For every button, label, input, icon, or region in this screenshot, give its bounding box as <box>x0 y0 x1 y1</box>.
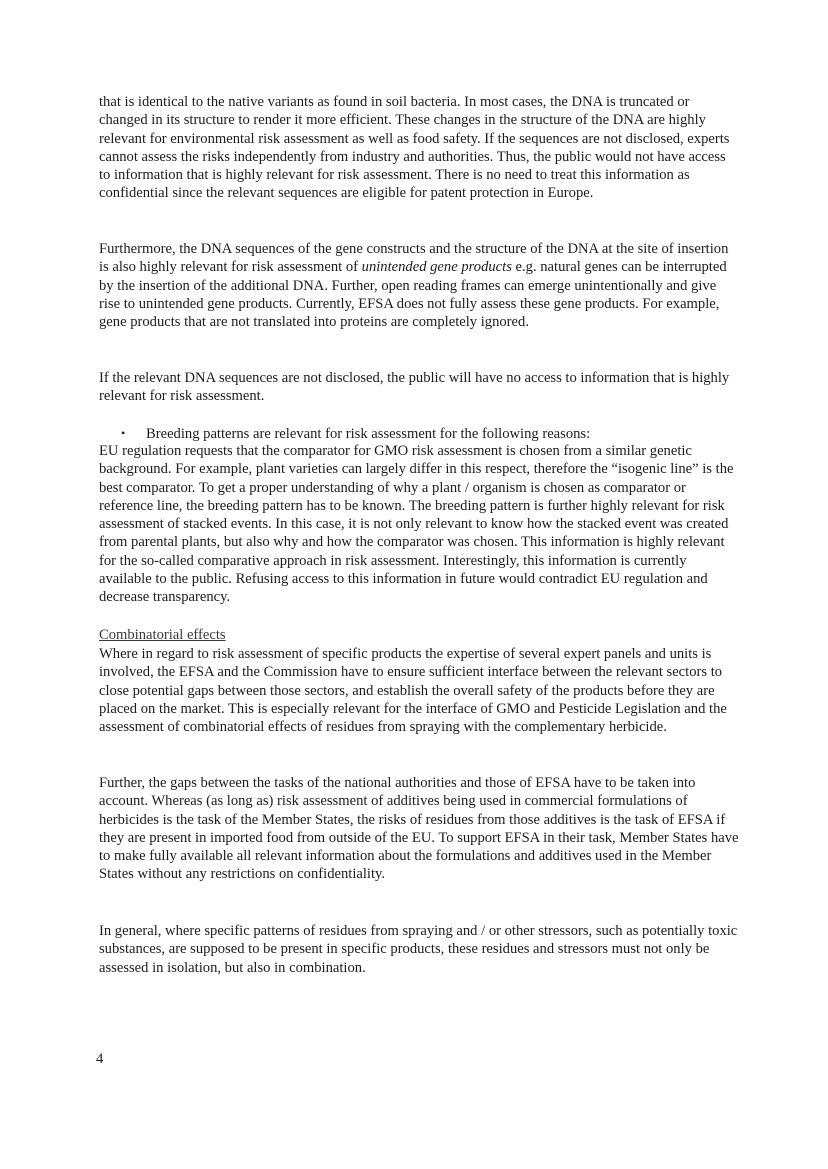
paragraph-text: Where in regard to risk assessment of specific products the expertise of several expert panels and units is involved, the EFSA and the Commission have to ensure sufficient interface between the relevant sectors to close potential gaps between those sectors, and establish the overall safety of the products before they are placed on the market. This is especially relevant for the interface of GMO and Pesticide Legislation and the assessment of combinatorial effects of residues from spraying with the complementary herbicide. <box>99 646 727 736</box>
emphasis-text: unintended gene products <box>361 259 512 276</box>
section-heading-combinatorial-effects: Combinatorial effects <box>99 627 226 643</box>
paragraph-dna-structure <box>99 93 739 203</box>
bullet-icon: • <box>121 426 126 440</box>
paragraph-unintended-gene-products <box>99 240 739 331</box>
paragraph-text-part: Furthermore, the DNA sequences of the gene constructs and the structure of the DNA at the site of insertion is also highly relevant for risk assessment of <box>99 241 729 276</box>
paragraph-expert-panels <box>99 645 739 736</box>
paragraph-dna-disclosure <box>99 369 739 406</box>
bullet-text: Breeding patterns are relevant for risk assessment for the following reasons: <box>146 426 591 442</box>
paragraph-text-part: e.g. natural genes can be interrupted by the insertion of the additional DNA. Further, open reading frames can emerge unintentionally and give rise to unintended gene products. Currently, EFSA does not fully assess these gene products. For example, gene products that are not translated into proteins are completely ignored. <box>99 259 727 331</box>
paragraph-text: In general, where specific patterns of residues from spraying and / or other stressors, such as potentially toxic substances, are supposed to be present in specific products, these residues and stressors must not only be assessed in isolation, but also in combination. <box>99 923 738 976</box>
paragraph-text <box>99 240 739 331</box>
paragraph-national-authorities <box>99 774 739 884</box>
page-number: 4 <box>96 1051 104 1067</box>
paragraph-text: EU regulation requests that the comparator for GMO risk assessment is chosen from a similar genetic background. For example, plant varieties can largely differ in this respect, therefore the “isogenic line” is the best comparator. To get a proper understanding of why a plant / organism is chosen as comparator or reference line, the breeding pattern has to be known. The breeding pattern is further highly relevant for risk assessment of stacked events. In this case, it is not only relevant to know how the stacked event was created from parental plants, but also why and how the comparator was chosen. This information is highly relevant for the so-called comparative approach in risk assessment. Interestingly, this information is currently available to the public. Refusing access to this information in future would contradict EU regulation and decrease transparency. <box>99 443 734 606</box>
paragraph-text: that is identical to the native variants as found in soil bacteria. In most cases, the DNA is truncated or changed in its structure to render it more efficient. These changes in the structure of the DNA are highly relevant for environmental risk assessment as well as food safety. If the sequences are not disclosed, experts cannot assess the risks independently from industry and authorities. Thus, the public would not have access to information that is highly relevant for risk assessment. There is no need to treat this information as confidential since the relevant sequences are eligible for patent protection in Europe. <box>99 94 730 202</box>
paragraph-text: Further, the gaps between the tasks of the national authorities and those of EFSA have to be taken into account. Whereas (as long as) risk assessment of additives being used in commercial formulations of herbicides is the task of the Member States, the risks of residues from those additives is the task of EFSA if they are present in imported food from outside of the EU. To support EFSA in their task, Member States have to make fully available all relevant information about the formulations and additives used in the Member States without any restrictions on confidentiality. <box>99 775 739 883</box>
bullet-item-breeding-patterns <box>121 424 741 443</box>
paragraph-text: If the relevant DNA sequences are not disclosed, the public will have no access to information that is highly relevant for risk assessment. <box>99 370 730 405</box>
paragraph-breeding-patterns <box>99 442 739 607</box>
paragraph-residue-combination <box>99 922 739 977</box>
